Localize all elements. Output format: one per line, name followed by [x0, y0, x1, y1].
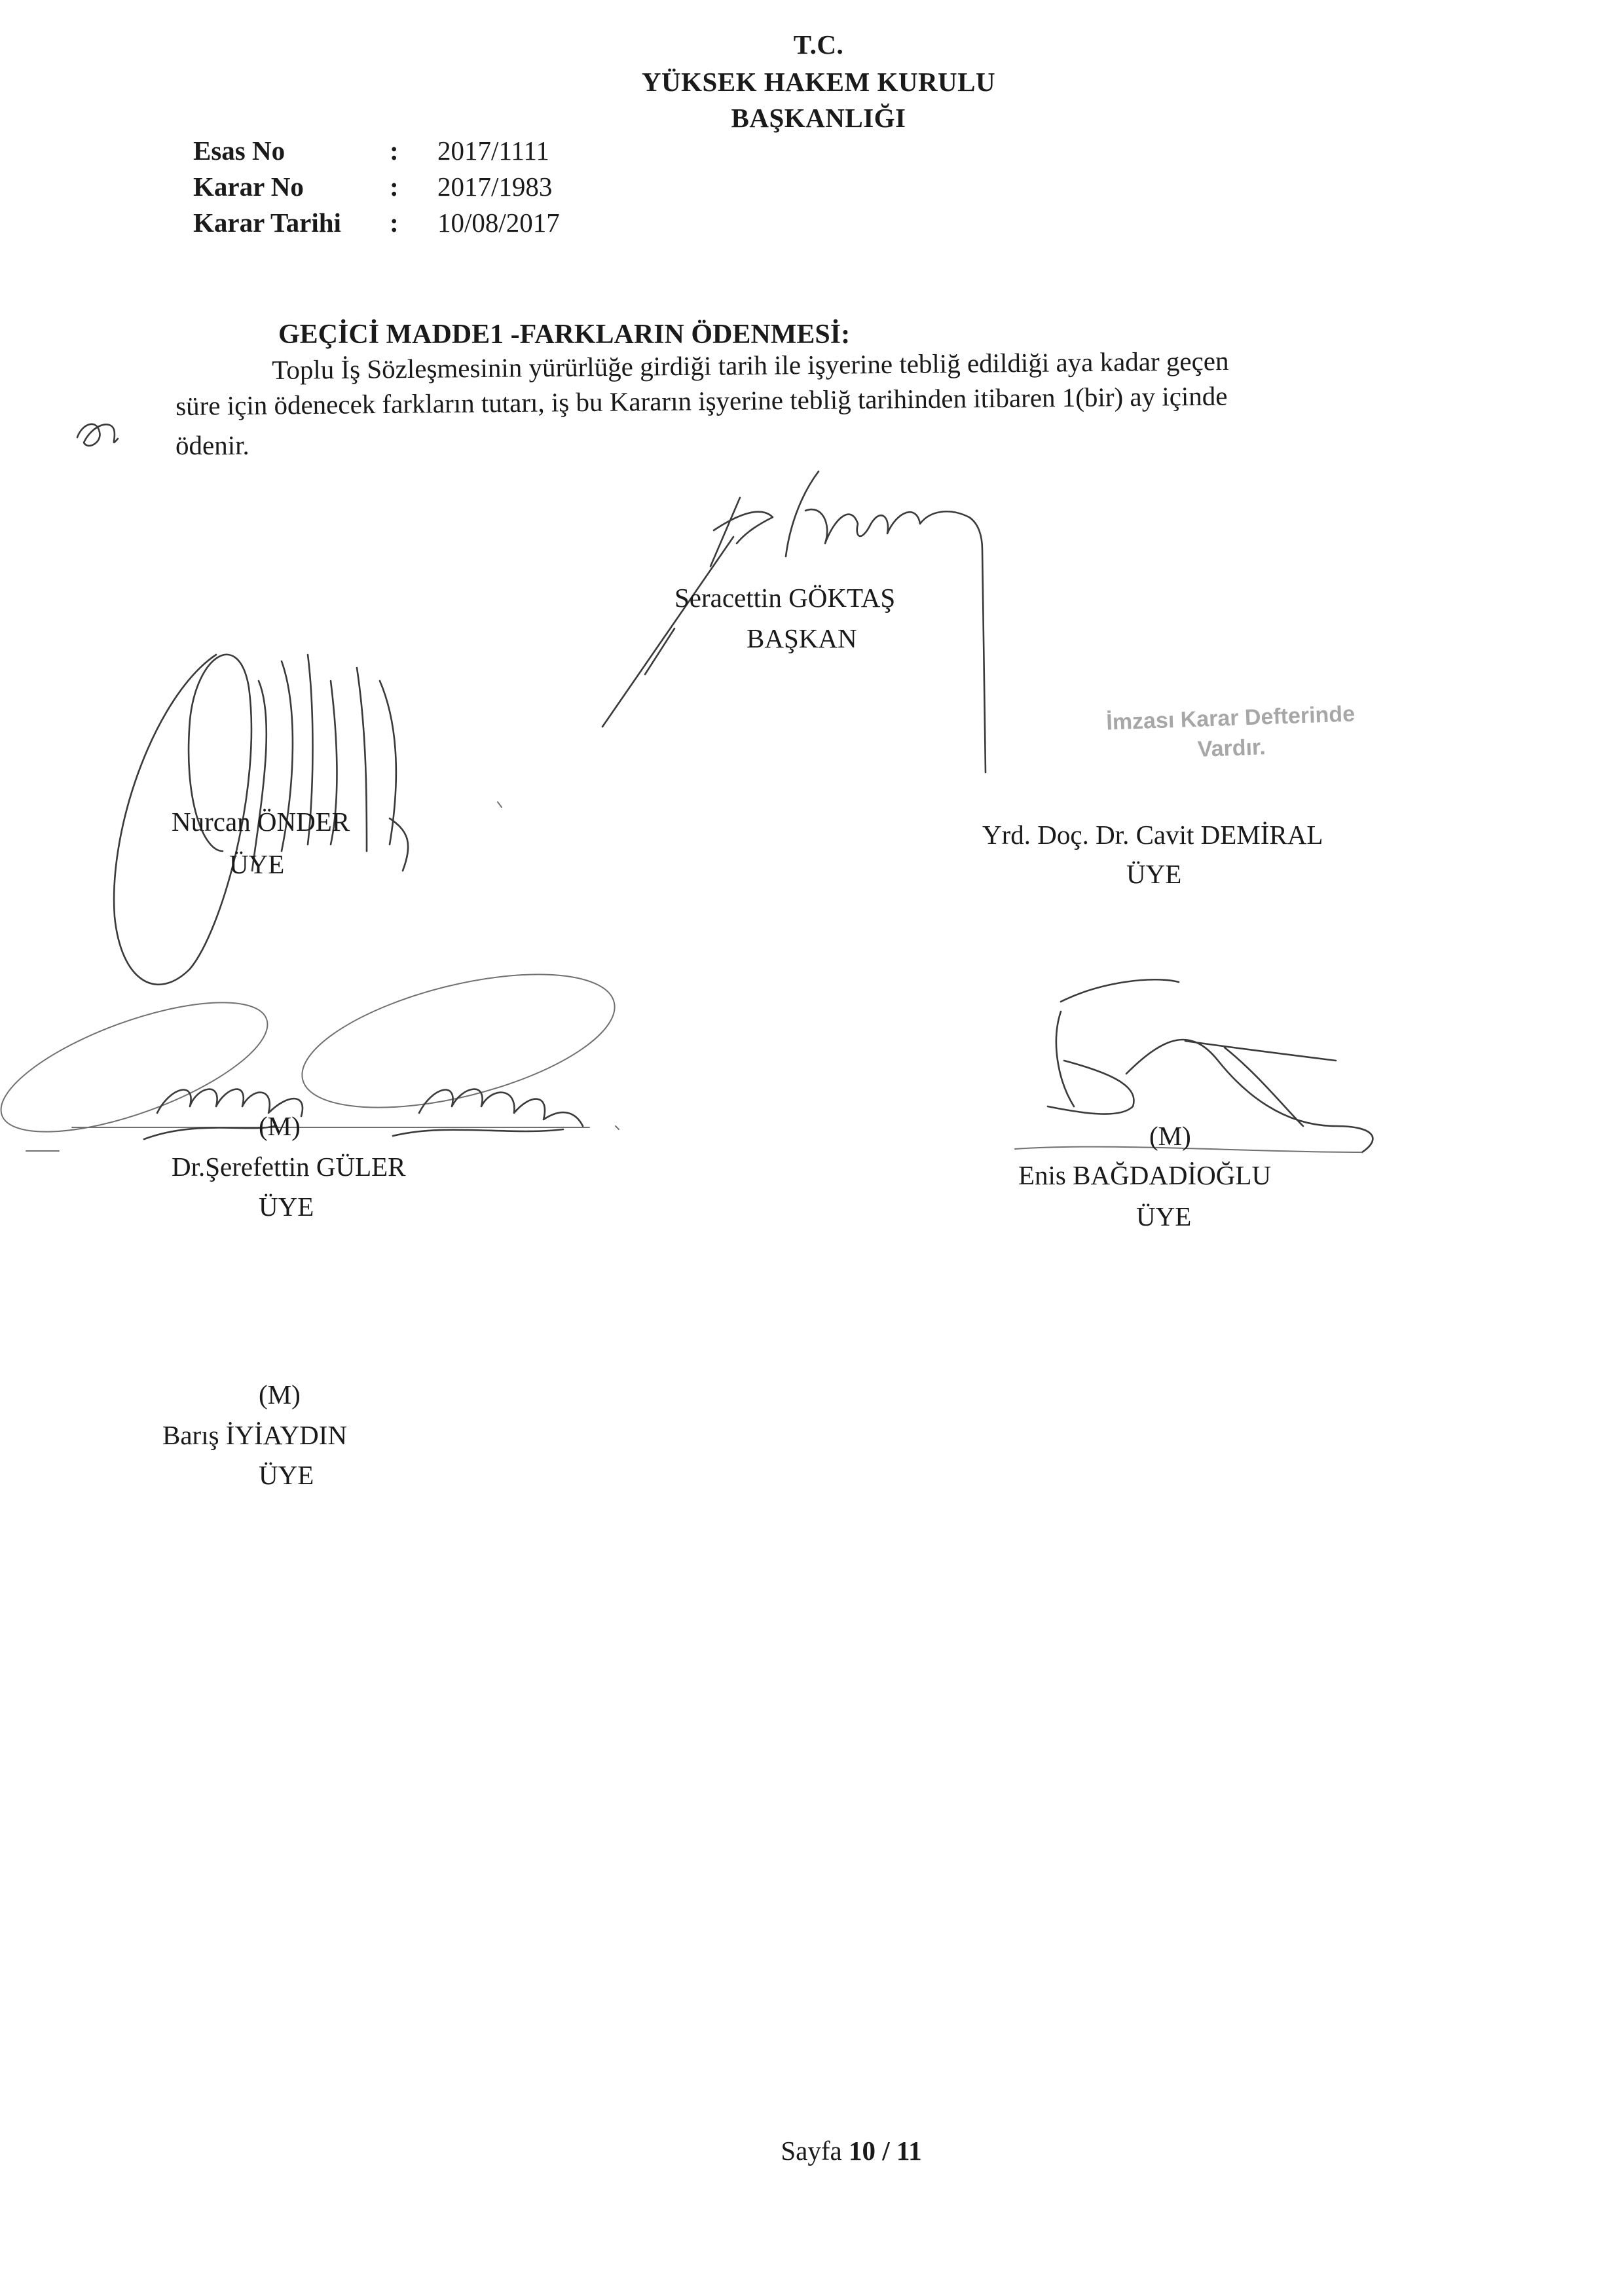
- esas-no-colon: :: [390, 136, 399, 166]
- guler-mark: (M): [259, 1111, 301, 1141]
- footer-page-number: 10 / 11: [848, 2136, 922, 2166]
- karar-no-label: Karar No: [193, 172, 304, 202]
- page-footer: [720, 2138, 982, 2164]
- guler-signature: [0, 948, 627, 1158]
- article-line-2: süre için ödenecek farkların tutarı, iş bu Kararın işyerine tebliğ tarihinden itibaren 1(bir) ay içinde: [175, 380, 1228, 421]
- header-institution: YÜKSEK HAKEM KURULU: [641, 67, 996, 97]
- karar-tarihi-colon: :: [390, 208, 399, 238]
- stamp-line-2: Vardır.: [1197, 735, 1266, 762]
- demiral-name: Yrd. Doç. Dr. Cavit DEMİRAL: [982, 820, 1323, 850]
- karar-no-colon: :: [390, 172, 399, 202]
- article-title: GEÇİCİ MADDE1 -FARKLARIN ÖDENMESİ:: [278, 319, 851, 350]
- bagdadioglu-signature: [1015, 979, 1373, 1152]
- karar-tarihi-label: Karar Tarihi: [193, 208, 341, 238]
- bagdadioglu-role: ÜYE: [1136, 1201, 1192, 1231]
- onder-role: ÜYE: [229, 849, 285, 879]
- article-line-1: Toplu İş Sözleşmesinin yürürlüğe girdiği tarih ile işyerine tebliğ edildiği aya kadar geçen: [271, 345, 1229, 385]
- stamp-line-1: İmzası Karar Defterinde: [1105, 701, 1356, 735]
- demiral-role: ÜYE: [1126, 859, 1182, 889]
- footer-prefix: Sayfa: [781, 2136, 842, 2166]
- header-tc: T.C.: [793, 29, 844, 60]
- bagdadioglu-mark: (M): [1149, 1121, 1191, 1151]
- esas-no-label: Esas No: [193, 136, 286, 166]
- chair-signature: [602, 471, 986, 773]
- guler-role: ÜYE: [259, 1192, 314, 1222]
- karar-no-value: 2017/1983: [437, 172, 553, 202]
- iyiaydin-mark: (M): [259, 1379, 301, 1410]
- margin-initials-signature: [77, 424, 118, 446]
- header-presidency: BAŞKANLIĞI: [731, 103, 906, 133]
- bagdadioglu-name: Enis BAĞDADİOĞLU: [1018, 1160, 1272, 1190]
- esas-no-value: 2017/1111: [437, 136, 549, 166]
- article-line-3: ödenir.: [175, 430, 249, 460]
- iyiaydin-name: Barış İYİAYDIN: [162, 1420, 348, 1450]
- chair-role: BAŞKAN: [747, 623, 857, 653]
- karar-tarihi-value: 10/08/2017: [437, 208, 560, 238]
- signature-on-file-stamp: [1047, 697, 1416, 770]
- onder-name: Nurcan ÖNDER: [172, 807, 350, 837]
- iyiaydin-role: ÜYE: [259, 1460, 314, 1490]
- chair-name: Seracettin GÖKTAŞ: [674, 583, 896, 613]
- guler-name: Dr.Şerefettin GÜLER: [172, 1152, 406, 1182]
